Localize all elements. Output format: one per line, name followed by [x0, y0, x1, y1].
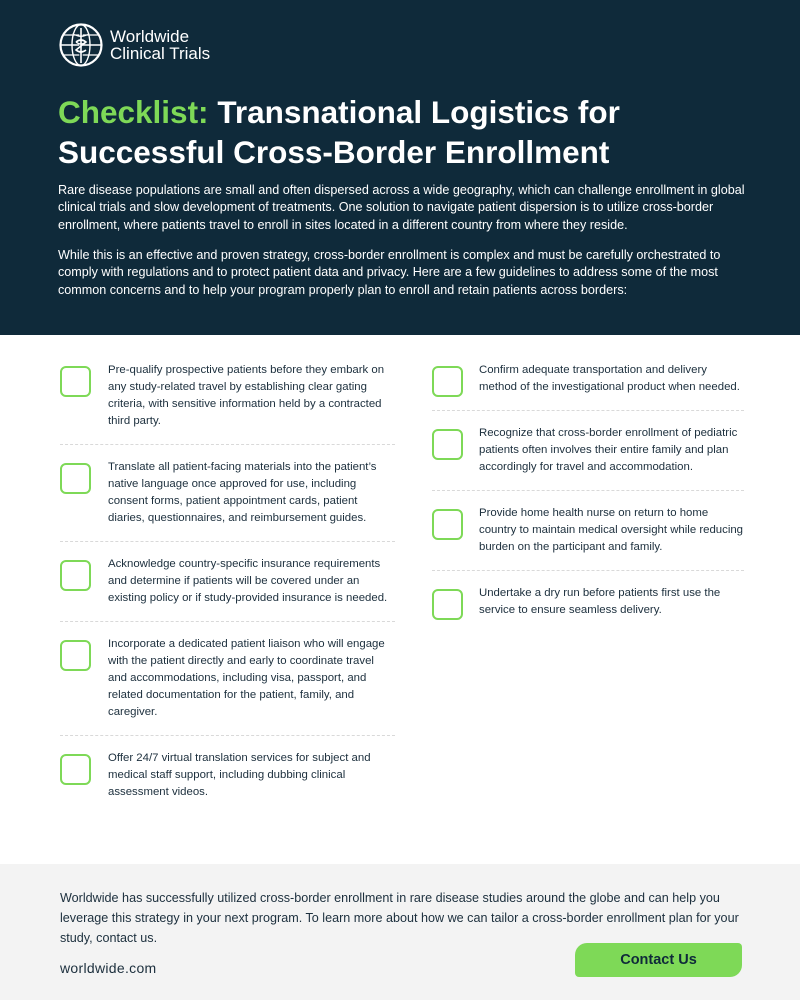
brand-name	[110, 28, 210, 62]
checklist-item	[60, 459, 395, 527]
checklist-item	[432, 425, 744, 476]
empty-checkbox-icon[interactable]	[432, 509, 463, 540]
empty-checkbox-icon[interactable]	[60, 640, 91, 671]
footer	[0, 864, 800, 1000]
page-title	[58, 92, 758, 172]
checklist-item-text: Offer 24/7 virtual translation services for subject and medical staff support, including dubbing clinical assessment videos.	[108, 752, 371, 798]
brand-name-line2: Clinical Trials	[110, 44, 211, 63]
checklist-item	[60, 362, 395, 430]
checklist-item-text: Recognize that cross-border enrollment of pediatric patients often involves their entire family and plan accordingly for travel and accommodation.	[479, 427, 738, 473]
dashed-divider	[432, 410, 744, 411]
checklist-item	[60, 556, 395, 607]
empty-checkbox-icon[interactable]	[432, 366, 463, 397]
checklist-item	[432, 585, 744, 619]
checklist-item	[60, 636, 395, 721]
globe-caduceus-icon	[58, 22, 104, 68]
brand-name-line1: Worldwide	[110, 27, 190, 46]
title-main: Transnational Logistics for Successful Cross-Border Enrollment	[58, 94, 620, 170]
empty-checkbox-icon[interactable]	[60, 463, 91, 494]
brand-logo[interactable]	[58, 22, 210, 68]
checklist-item	[432, 505, 744, 556]
dashed-divider	[60, 621, 395, 622]
dashed-divider	[60, 541, 395, 542]
dashed-divider	[432, 570, 744, 571]
checklist-item-text: Pre-qualify prospective patients before they embark on any study-related travel by establishing clear gating criteria, with sensitive information held by a contracted third party.	[108, 364, 385, 427]
checklist-item-text: Confirm adequate transportation and delivery method of the investigational product when needed.	[479, 364, 740, 393]
checklist-right-column	[432, 362, 744, 619]
checklist-left-column	[60, 362, 395, 801]
contact-us-button[interactable]: Contact Us	[575, 943, 742, 977]
dashed-divider	[60, 444, 395, 445]
checklist-item-text: Provide home health nurse on return to home country to maintain medical oversight while reducing burden on the participant and family.	[479, 507, 744, 553]
empty-checkbox-icon[interactable]	[432, 589, 463, 620]
dashed-divider	[432, 490, 744, 491]
checklist-item-text: Acknowledge country-specific insurance requirements and determine if patients will be covered under an existing policy or if study-provided insurance is needed.	[108, 558, 388, 604]
checklist-item	[60, 750, 395, 801]
empty-checkbox-icon[interactable]	[60, 560, 91, 591]
checklist-item-text: Incorporate a dedicated patient liaison who will engage with the patient directly and early to coordinate travel and accommodations, including visa, passport, and related documentation for the patient, family, and caregiver.	[108, 638, 385, 718]
dashed-divider	[60, 735, 395, 736]
footer-text: Worldwide has successfully utilized cross-border enrollment in rare disease studies around the globe and can help you leverage this strategy in your next program. To learn more about how we can tailor a cross-border enrollment plan for your study, contact us.	[60, 891, 739, 945]
intro-paragraph-2: While this is an effective and proven strategy, cross-border enrollment is complex and must be carefully orchestrated to comply with regulations and to protect patient data and privacy. Here are a few guidelines to address some of the most common concerns and to help your program properly plan to enroll and retain patients across borders:	[58, 248, 721, 297]
intro-paragraph-1: Rare disease populations are small and often dispersed across a wide geography, which can challenge enrollment in global clinical trials and slow development of treatments. One solution to navigate patient dispersion is to utilize cross-border enrollment, where patients travel to enroll in sites located in a different country from where they reside.	[58, 183, 745, 232]
website-link[interactable]: worldwide.com	[60, 960, 157, 976]
header-banner	[0, 0, 800, 335]
checklist-item	[432, 362, 744, 396]
checklist-item-text: Translate all patient-facing materials into the patient’s native language once approved for use, including consent forms, patient appointment cards, patient diaries, questionnaires, and reimbursement guides.	[108, 461, 377, 524]
empty-checkbox-icon[interactable]	[60, 366, 91, 397]
checklist-item-text: Undertake a dry run before patients first use the service to ensure seamless delivery.	[479, 587, 721, 616]
empty-checkbox-icon[interactable]	[60, 754, 91, 785]
title-accent: Checklist:	[58, 94, 209, 130]
empty-checkbox-icon[interactable]	[432, 429, 463, 460]
